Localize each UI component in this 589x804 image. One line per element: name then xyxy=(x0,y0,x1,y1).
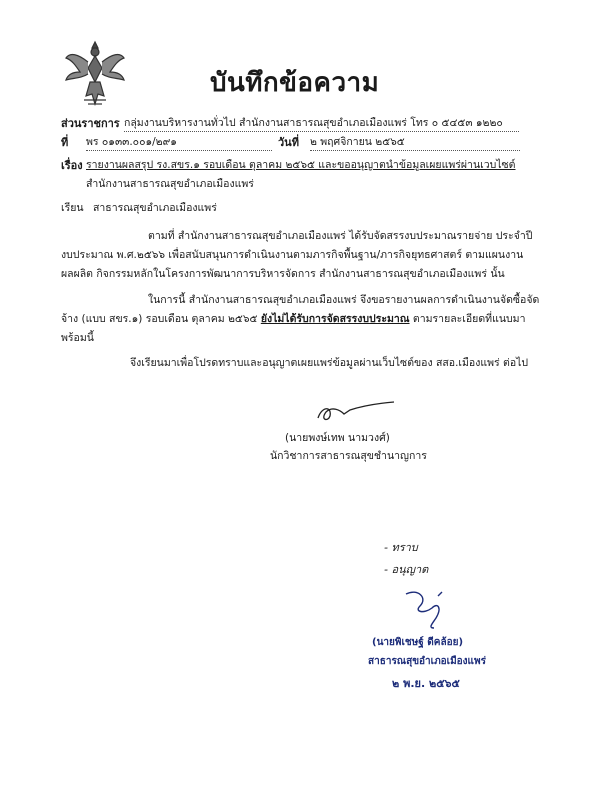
paragraph-1-line-1: ตามที่ สำนักงานสาธารณสุขอำเภอเมืองแพร่ ได้รับจัดสรรงบประมาณรายจ่าย ประจำปี xyxy=(148,230,533,242)
paragraph-2-line-3: พร้อมนี้ xyxy=(61,332,94,344)
page-title: บันทึกข้อความ xyxy=(210,68,380,98)
recipient-value: สาธารณสุขอำเภอเมืองแพร่ xyxy=(93,202,217,214)
paragraph-2-line-1: ในการนี้ สำนักงานสาธารณสุขอำเภอเมืองแพร่ จึงขอรายงานผลการดำเนินงานจัดซื้อจัด xyxy=(148,294,540,306)
signer-name: (นายพงษ์เทพ นามวงศ์) xyxy=(285,432,390,444)
paragraph-1-line-2: งบประมาณ พ.ศ.๒๕๖๖ เพื่อสนับสนุนการดำเนินงานตามภารกิจพื้นฐาน/ภารกิจยุทธศาสตร์ ตามแผนงาน xyxy=(61,249,524,261)
signer-signature-icon xyxy=(310,398,400,428)
paragraph-2-period: จ้าง (แบบ สขร.๑) รอบเดือน ตุลาคม ๒๕๖๕ xyxy=(61,313,258,325)
paragraph-2-attachment: ตามรายละเอียดที่แนบมา xyxy=(412,313,526,325)
paragraph-2-emphasis: ยังไม่ได้รับการจัดสรรงบประมาณ xyxy=(260,313,410,325)
signer-position: นักวิชาการสาธารณสุขชำนาญการ xyxy=(270,450,427,462)
paragraph-2-line-2 xyxy=(61,310,526,329)
date-label: วันที่ xyxy=(278,136,299,149)
approver-position: สาธารณสุขอำเภอเมืองแพร่ xyxy=(368,656,486,667)
approver-name: (นายพิเชษฐ์ ดีคล้อย) xyxy=(372,637,464,648)
approval-date: ๒ พ.ย. ๒๕๖๕ xyxy=(392,677,460,690)
handwritten-approved: - อนุญาต xyxy=(384,563,429,576)
subject-line-1: รายงานผลสรุป รง.สขร.๑ รอบเดือน ตุลาคม ๒๕๖๕ และขออนุญาตนำข้อมูลเผยแพร่ผ่านเวบไซต์ xyxy=(86,159,516,171)
department-label: ส่วนราชการ xyxy=(61,117,120,130)
subject-line-2: สำนักงานสาธารณสุขอำเภอเมืองแพร่ xyxy=(86,178,254,190)
handwritten-acknowledged: - ทราบ xyxy=(384,541,418,554)
memo-date: ๒ พฤศจิกายน ๒๕๖๕ xyxy=(310,133,520,151)
paragraph-3: จึงเรียนมาเพื่อโปรดทราบและอนุญาตเผยแพร่ข้อมูลผ่านเว็บไซต์ของ สสอ.เมืองแพร่ ต่อไป xyxy=(130,357,529,369)
department-value: กลุ่มงานบริหารงานทั่วไป สำนักงานสาธารณสุขอำเภอเมืองแพร่ โทร ๐ ๕๔๕๓ ๑๒๒๐ xyxy=(124,114,519,132)
paragraph-1-line-3: ผลผลิต กิจกรรมหลักในโครงการพัฒนาการบริหารจัดการ สำนักงานสาธารณสุขอำเภอเมืองแพร่ นั้น xyxy=(61,268,505,280)
reference-label: ที่ xyxy=(61,136,69,149)
garuda-emblem-icon xyxy=(62,38,128,110)
recipient-label: เรียน xyxy=(61,202,84,214)
subject-label: เรื่อง xyxy=(61,159,83,172)
approver-signature-icon xyxy=(398,584,458,632)
reference-number: พร ๐๑๓๓.๐๐๑/๒๙๑ xyxy=(86,133,272,151)
